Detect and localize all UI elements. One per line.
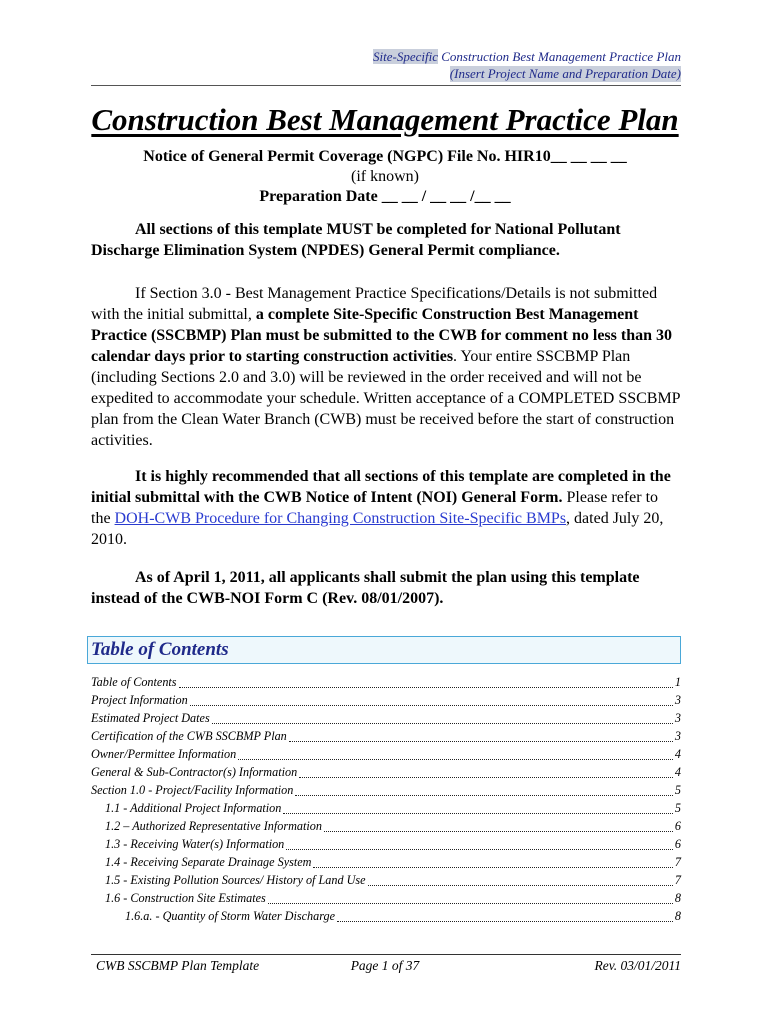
toc-entry[interactable]: [91, 693, 681, 711]
toc-leader-dots: [238, 758, 673, 760]
toc-heading-box: [87, 636, 681, 664]
footer-page-number: Page 1 of 37: [350, 958, 420, 973]
toc-entry-page: 4: [674, 765, 681, 779]
toc-entry-page: 8: [674, 909, 681, 923]
toc-entry-label: Certification of the CWB SSCBMP Plan: [91, 729, 287, 743]
toc-entry-page: 7: [674, 855, 681, 869]
toc-entry-page: 7: [674, 873, 681, 887]
toc-entry-page: 8: [674, 891, 681, 905]
toc-entry-label: Estimated Project Dates: [91, 711, 210, 725]
toc-heading: Table of Contents: [91, 639, 229, 660]
footer-revision: Rev. 03/01/2011: [594, 958, 681, 973]
page-title: Construction Best Management Practice Plan: [91, 102, 679, 137]
toc-entry-page: 5: [674, 801, 681, 815]
header-rule: [91, 85, 681, 86]
toc-entry[interactable]: [91, 783, 681, 801]
header-title-rest: Construction Best Management Practice Plan: [438, 49, 681, 64]
toc-entry-page: 3: [674, 711, 681, 725]
toc-entry-label: 1.1 - Additional Project Information: [105, 801, 282, 815]
toc-leader-dots: [212, 722, 673, 724]
toc-leader-dots: [179, 686, 673, 688]
toc-leader-dots: [295, 794, 673, 796]
recommendation-text-2: , dated July 20, 2010.: [91, 510, 664, 548]
toc-entry-page: 6: [674, 837, 681, 851]
toc-leader-dots: [289, 740, 673, 742]
footer-rule: [91, 954, 681, 955]
toc-entry[interactable]: [91, 801, 681, 819]
running-header-line2: (Insert Project Name and Preparation Date): [449, 66, 681, 81]
toc-entry-label: 1.4 - Receiving Separate Drainage System: [105, 855, 312, 869]
toc-entry-page: 3: [674, 729, 681, 743]
toc-entry-page: 3: [674, 693, 681, 707]
submittal-paragraph: [91, 283, 681, 451]
header-highlight: Site-Specific: [373, 49, 439, 64]
preparation-date-line: Preparation Date __ __ / __ __ /__ __: [259, 188, 511, 205]
toc-entry-label: 1.6.a. - Quantity of Storm Water Discharge: [125, 909, 335, 923]
if-known-line: (if known): [351, 168, 419, 185]
toc-leader-dots: [324, 830, 673, 832]
toc-entry-label: Project Information: [91, 693, 188, 707]
toc-entry[interactable]: [91, 891, 681, 909]
toc-entry-label: 1.3 - Receiving Water(s) Information: [105, 837, 285, 851]
template-requirement-paragraph: As of April 1, 2011, all applicants shall submit the plan using this template instead of the CWB-NOI Form C (Rev. 08/01/2007).: [91, 569, 640, 607]
toc-entry-label: Section 1.0 - Project/Facility Information: [91, 783, 294, 797]
toc-entry-page: 5: [674, 783, 681, 797]
recommendation-text-1: Please refer to the: [91, 489, 659, 527]
toc-entry[interactable]: [91, 909, 681, 927]
toc-leader-dots: [283, 812, 673, 814]
toc-entry-label: 1.5 - Existing Pollution Sources/ History of Land Use: [105, 873, 366, 887]
toc-entry[interactable]: [91, 747, 681, 765]
submittal-text-1: If Section 3.0 - Best Management Practice Specifications/Details is not submitted with the initial submittal,: [91, 285, 658, 323]
toc-entry[interactable]: [91, 855, 681, 873]
toc-entry[interactable]: [91, 711, 681, 729]
table-of-contents: [91, 675, 681, 927]
toc-entry[interactable]: [91, 729, 681, 747]
toc-entry-page: 1: [674, 675, 681, 689]
toc-entry[interactable]: [91, 765, 681, 783]
toc-leader-dots: [299, 776, 673, 778]
toc-leader-dots: [313, 866, 672, 868]
recommendation-bold-text: It is highly recommended that all sections of this template are completed in the initial submittal with the CWB Notice of Intent (NOI) General Form.: [91, 468, 671, 506]
toc-entry-label: Owner/Permittee Information: [91, 747, 237, 761]
ngpc-file-line: Notice of General Permit Coverage (NGPC) File No. HIR10__ __ __ __: [143, 148, 627, 165]
toc-entry-page: 4: [674, 747, 681, 761]
toc-leader-dots: [337, 920, 673, 922]
toc-entry-label: 1.2 – Authorized Representative Information: [105, 819, 322, 833]
compliance-paragraph: All sections of this template MUST be completed for National Pollutant Discharge Elimination System (NPDES) General Permit compliance.: [91, 221, 621, 259]
toc-leader-dots: [190, 704, 673, 706]
toc-leader-dots: [368, 884, 673, 886]
running-header-line1: [373, 49, 681, 65]
footer-template-name: CWB SSCBMP Plan Template: [96, 958, 260, 973]
toc-entry-label: General & Sub-Contractor(s) Information: [91, 765, 298, 779]
toc-entry[interactable]: [91, 675, 681, 693]
toc-entry[interactable]: [91, 837, 681, 855]
recommendation-paragraph: [91, 466, 681, 550]
submittal-text-2: . Your entire SSCBMP Plan (including Sections 2.0 and 3.0) will be reviewed in the order received and will not be expedited to accommodate your schedule. Written acceptance of a COMPLETED SSCBMP plan from the Clean Water Branch (CWB) must be received before the start of construction activities.: [91, 348, 680, 449]
submittal-bold-text: a complete Site-Specific Construction Best Management Practice (SSCBMP) Plan must be submitted to the CWB for comment no less than 30 calendar days prior to starting construction activities: [91, 306, 672, 365]
toc-entry-page: 6: [674, 819, 681, 833]
toc-entry[interactable]: [91, 873, 681, 891]
toc-entry-label: Table of Contents: [91, 675, 177, 689]
toc-leader-dots: [286, 848, 673, 850]
toc-entry[interactable]: [91, 819, 681, 837]
toc-leader-dots: [268, 902, 673, 904]
procedure-link[interactable]: DOH-CWB Procedure for Changing Construction Site-Specific BMPs: [114, 510, 567, 527]
toc-entry-label: 1.6 - Construction Site Estimates: [105, 891, 266, 905]
